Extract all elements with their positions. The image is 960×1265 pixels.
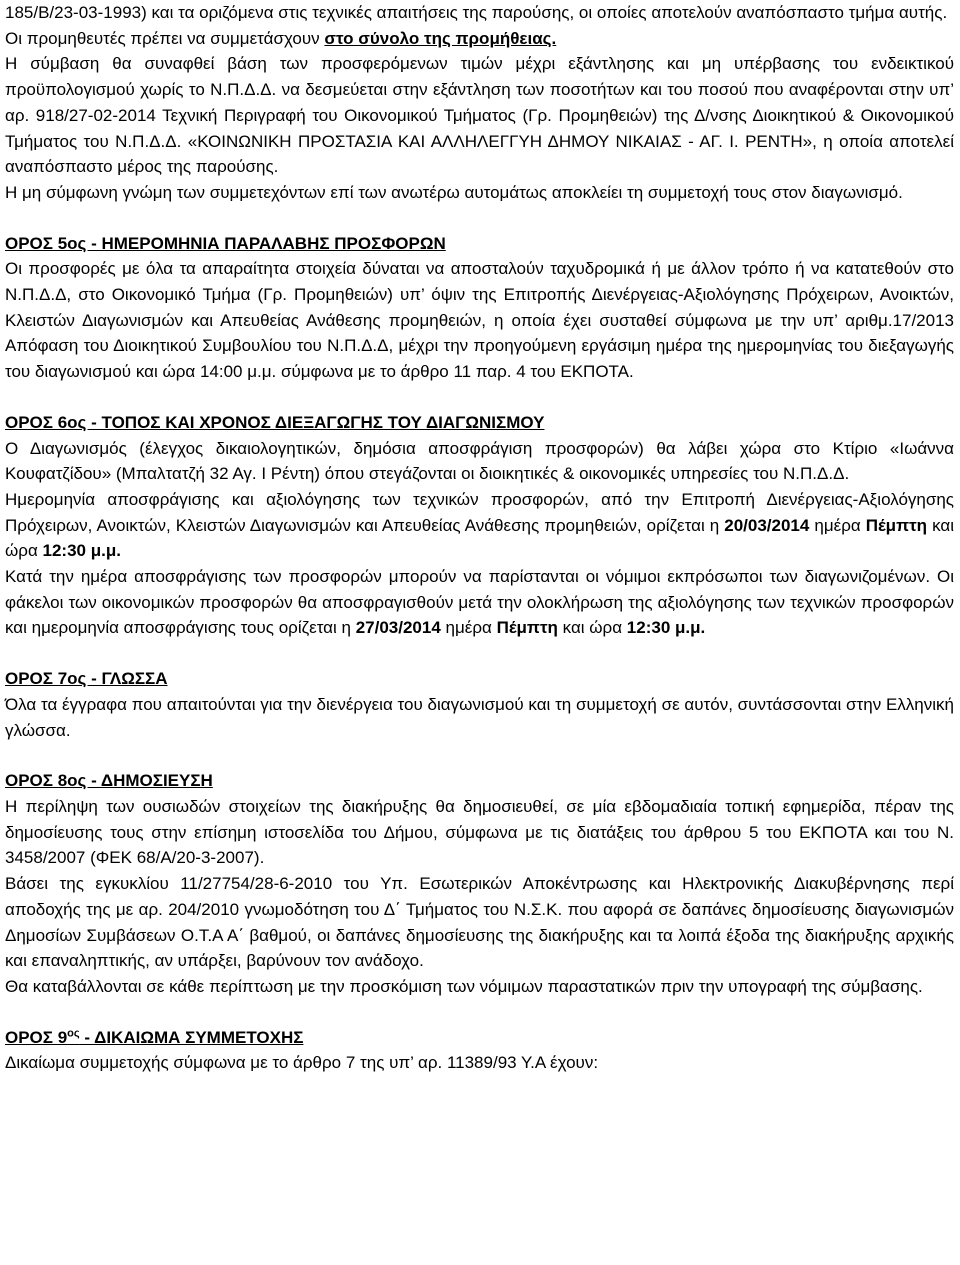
intro-paragraph-2 xyxy=(5,26,954,52)
term-6-paragraph-2-text: Ημερομηνία αποσφράγισης και αξιολόγησης των τεχνικών προσφορών, από την Επιτροπή Διενέργειας-Αξιολόγησης Πρόχειρων, Ανοικτών, Κλειστών Διαγωνισμών και Απευθείας Ανάθεσης προμηθειών, ορίζεται η xyxy=(5,489,954,535)
intro-paragraph-1: 185/Β/23-03-1993) και τα οριζόμενα στις τεχνικές απαιτήσεις της παρούσης, οι οποίες αποτελούν αναπόσπαστο τμήμα αυτής. xyxy=(5,3,948,22)
term-8-paragraph-2: Βάσει της εγκυκλίου 11/27754/28-6-2010 του Υπ. Εσωτερικών Αποκέντρωσης και Ηλεκτρονικής Διακυβέρνησης περί αποδοχής της με αρ. 204/2010 γνωμοδότηση του Δ΄ Τμήματος του Ν.Σ.Κ. που αφορά σε δαπάνες δημοσίευσης διαγωνισμών Δημοσίων Συμβάσεων Ο.Τ.Α Α΄ βαθμού, οι δαπάνες δημοσίευσης της διακήρυξης και τα λοιπά έξοδα της διακήρυξης αρχικής και επαναληπτικής, αν υπάρξει, βαρύνουν τον ανάδοχο. xyxy=(5,874,954,971)
term-7-paragraph-1: Όλα τα έγγραφα που απαιτούνται για την διενέργεια του διαγωνισμού και τη συμμετοχή σε αυτόν, συντάσσονται στην Ελληνική γλώσσα. xyxy=(5,694,954,740)
time-word: και ώρα xyxy=(5,515,954,561)
opening-time-financial: 12:30 μ.μ. xyxy=(626,618,706,638)
time-word: και ώρα xyxy=(562,618,623,638)
intro-paragraph-2-text: Οι προμηθευτές πρέπει να συμμετάσχουν xyxy=(5,28,320,48)
term-7-heading: ΟΡΟΣ 7ος - ΓΛΩΣΣΑ xyxy=(5,669,168,689)
spacer xyxy=(5,1000,954,1025)
intro-paragraph-3: Η σύμβαση θα συναφθεί βάση των προσφερόμενων τιμών μέχρι εξάντλησης και μη υπέρβασης του ενδεικτικού προϋπολογισμού χωρίς το Ν.Π.Δ.Δ. να δεσμεύεται στην εξάντληση των ποσοτήτων και του ποσού που αναφέρονται στην υπ’ αρ. 918/27-02-2014 Τεχνική Περιγραφή του Οικονομικού Τμήματος (Γρ. Προμηθειών) της Δ/νσης Διοικητικού & Οικονομικού Τμήματος του Ν.Π.Δ.Δ. «ΚΟΙΝΩΝΙΚΗ ΠΡΟΣΤΑΣΙΑ ΚΑΙ ΑΛΛΗΛΕΓΓΥΗ ΔΗΜΟΥ ΝΙΚΑΙΑΣ - ΑΓ. Ι. ΡΕΝΤΗ», η οποία αποτελεί αναπόσπαστο μέρος της παρούσης. xyxy=(5,54,954,177)
term-6-paragraph-3-text: Κατά την ημέρα αποσφράγισης των προσφορών μπορούν να παρίστανται οι νόμιμοι εκπρόσωποι των διαγωνιζομένων. Οι φάκελοι των οικονομικών προσφορών θα αποσφραγισθούν μετά την ολοκλήρωση της αξιολόγησης των τεχνικών προσφορών και ημερομηνία αποσφράγισης τους ορίζεται η xyxy=(5,567,954,638)
opening-date-financial: 27/03/2014 xyxy=(355,618,441,638)
term-6-heading: ΟΡΟΣ 6ος - ΤΟΠΟΣ ΚΑΙ ΧΡΟΝΟΣ ΔΙΕΞΑΓΩΓΗΣ ΤΟΥ ΔΙΑΓΩΝΙΣΜΟΥ xyxy=(5,412,545,432)
opening-day-financial: Πέμπτη xyxy=(496,618,558,638)
term-5-heading: ΟΡΟΣ 5ος - ΗΜΕΡΟΜΗΝΙΑ ΠΑΡΑΛΑΒΗΣ ΠΡΟΣΦΟΡΩΝ xyxy=(5,233,446,253)
spacer xyxy=(5,743,954,768)
term-9-heading-title: - ΔΙΚΑΙΩΜΑ ΣΥΜΜΕΤΟΧΗΣ xyxy=(79,1027,304,1047)
spacer xyxy=(5,206,954,231)
day-word: ημέρα xyxy=(814,515,861,535)
opening-day-technical: Πέμπτη xyxy=(865,515,928,535)
term-6-paragraph-1: Ο Διαγωνισμός (έλεγχος δικαιολογητικών, δημόσια αποσφράγιση προσφορών) θα λάβει χώρα στο Κτίριο «Ιωάννα Κουφατζίδου» (Μπαλτατζή 32 Αγ. Ι Ρέντη) όπου στεγάζονται οι διοικητικές & οικονομικές υπηρεσίες του Ν.Π.Δ.Δ. xyxy=(5,438,954,484)
term-8-paragraph-3: Θα καταβάλλονται σε κάθε περίπτωση με την προσκόμιση των νόμιμων παραστατικών πριν την υπογραφή της σύμβασης. xyxy=(5,976,923,996)
opening-date-technical: 20/03/2014 xyxy=(724,515,810,535)
term-5-paragraph-1: Οι προσφορές με όλα τα απαραίτητα στοιχεία δύναται να αποσταλούν ταχυδρομικά ή με άλλον τρόπο ή να κατατεθούν στο Ν.Π.Δ.Δ, στο Οικονομικό Τμήμα (Γρ. Προμηθειών) υπ’ όψιν της Επιτροπής Διενέργειας-Αξιολόγησης Πρόχειρων, Ανοικτών, Κλειστών Διαγωνισμών και Απευθείας Ανάθεσης προμηθειών, η οποία έχει συσταθεί σύμφωνα με την υπ’ αριθμ.17/2013 Απόφαση του Διοικητικού Συμβουλίου του Ν.Π.Δ.Δ, μέχρι την προηγούμενη εργάσιμη ημέρα της ημερομηνίας του διεξαγωγής του διαγωνισμού και ώρα 14:00 μ.μ. σύμφωνα με το άρθρο 11 παρ. 4 του ΕΚΠΟΤΑ. xyxy=(5,259,954,382)
term-9-heading xyxy=(5,1025,954,1051)
term-9-heading-text: ΟΡΟΣ 9 xyxy=(5,1027,68,1047)
ordinal-suffix: ος xyxy=(67,1026,80,1039)
opening-time-technical: 12:30 μ.μ. xyxy=(42,541,121,561)
term-6-paragraph-2 xyxy=(5,487,954,564)
day-word: ημέρα xyxy=(445,618,492,638)
term-8-paragraph-1: Η περίληψη των ουσιωδών στοιχείων της διακήρυξης θα δημοσιευθεί, σε μία εβδομαδιαία τοπική εφημερίδα, πέραν της δημοσίευσης τους στην επίσημη ιστοσελίδα του Δήμου, σύμφωνα με τις διατάξεις του άρθρου 5 του ΕΚΠΟΤΑ και του Ν. 3458/2007 (ΦΕΚ 68/Α/20-3-2007). xyxy=(5,796,954,868)
term-9-paragraph-1: Δικαίωμα συμμετοχής σύμφωνα με το άρθρο 7 της υπ’ αρ. 11389/93 Υ.Α έχουν: xyxy=(5,1053,599,1073)
intro-paragraph-2-emphasis: στο σύνολο της προμήθειας. xyxy=(324,28,557,48)
spacer xyxy=(5,641,954,666)
spacer xyxy=(5,385,954,410)
intro-paragraph-4: Η μη σύμφωνη γνώμη των συμμετεχόντων επί των ανωτέρω αυτομάτως αποκλείει τη συμμετοχή τους στον διαγωνισμό. xyxy=(5,182,903,202)
term-8-heading: ΟΡΟΣ 8ος - ΔΗΜΟΣΙΕΥΣΗ xyxy=(5,771,213,791)
term-6-paragraph-3 xyxy=(5,564,954,641)
